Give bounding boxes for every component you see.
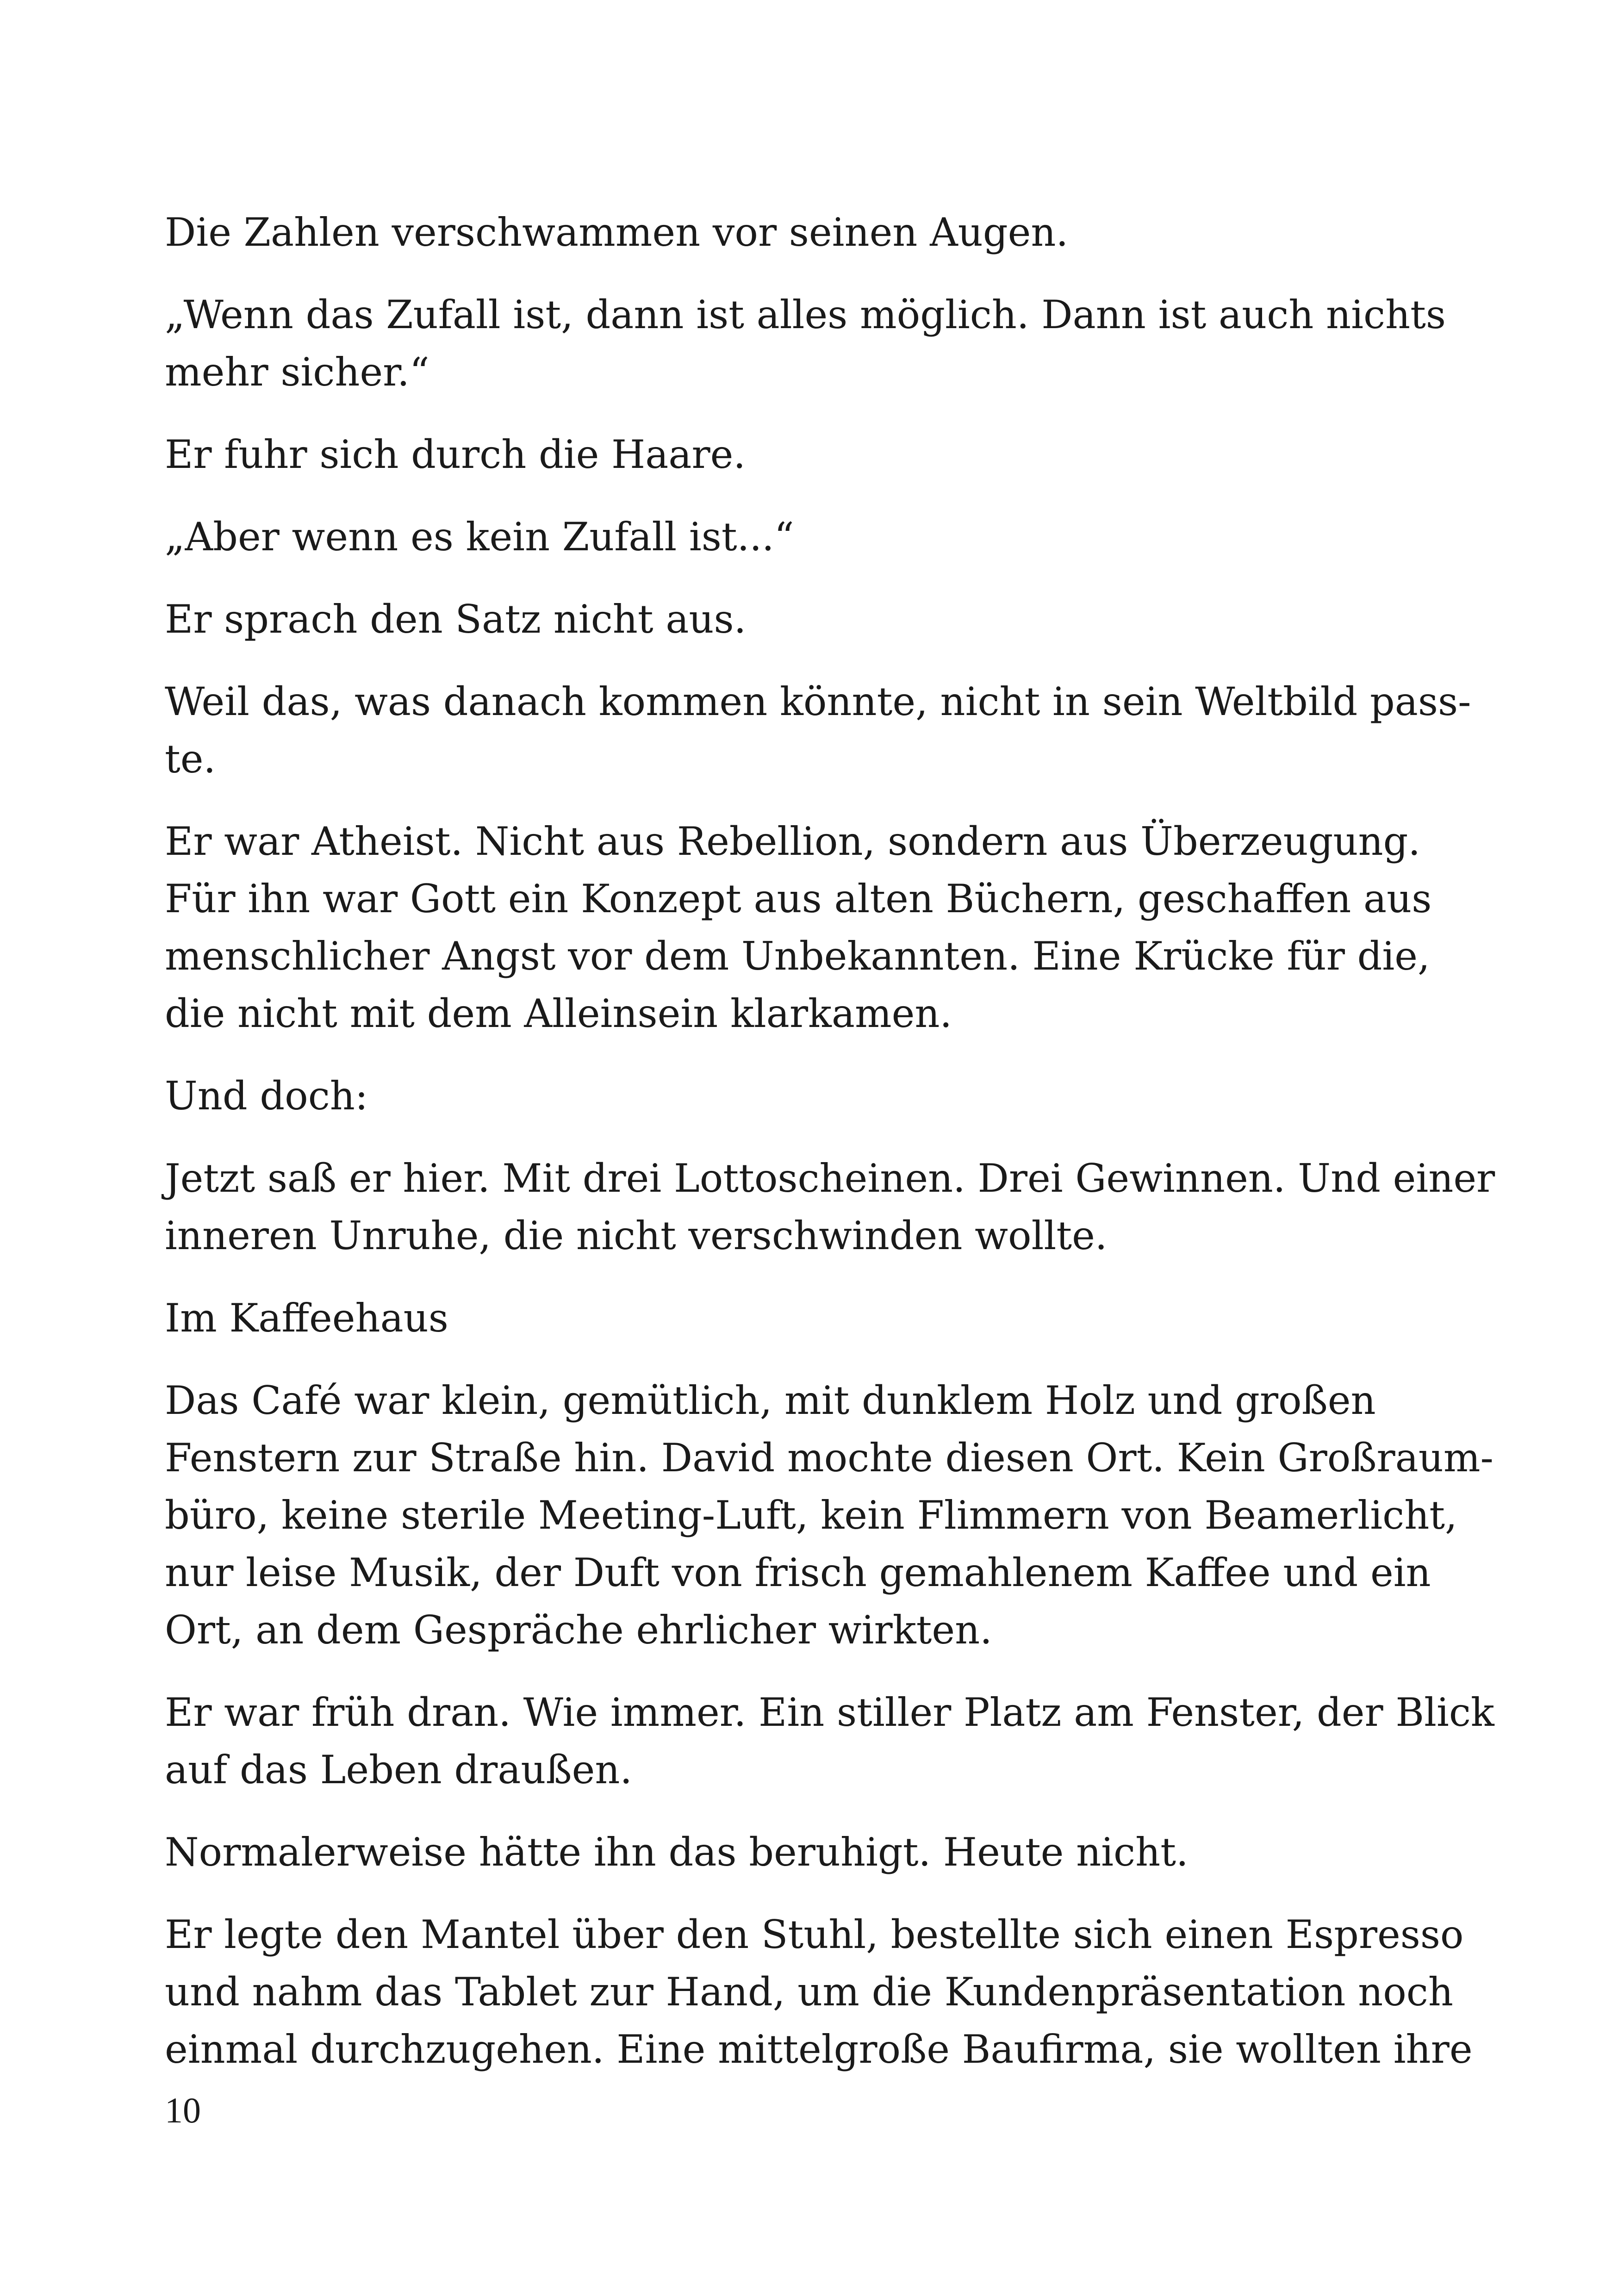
text-line: „Aber wenn es kein Zufall ist...“ — [165, 514, 794, 560]
text-line: Er war früh dran. Wie immer. Ein stiller Platz am Fenster, der Blick — [165, 1690, 1494, 1735]
text-line: Die Zahlen verschwammen vor seinen Augen. — [165, 210, 1069, 255]
paragraph — [165, 1289, 1461, 1347]
text-line: die nicht mit dem Alleinsein klarkamen. — [165, 991, 952, 1036]
text-line: Das Café war klein, gemütlich, mit dunklem Holz und großen — [165, 1378, 1376, 1423]
paragraph — [165, 204, 1461, 261]
text-line: Weil das, was danach kommen könnte, nicht in sein Weltbild pass- — [165, 679, 1471, 724]
paragraph — [165, 1906, 1473, 2078]
text-line: Im Kaffeehaus — [165, 1295, 448, 1341]
text-line: Er fuhr sich durch die Haare. — [165, 432, 746, 477]
paragraph — [165, 1372, 1494, 1659]
text-line: einmal durchzugehen. Eine mittelgroße Baufirma, sie wollten ihre — [165, 2027, 1473, 2072]
paragraph — [165, 1150, 1495, 1264]
text-line: auf das Leben draußen. — [165, 1747, 633, 1792]
text-line: menschlicher Angst vor dem Unbekannten. Eine Krücke für die, — [165, 933, 1430, 979]
text-line: Für ihn war Gott ein Konzept aus alten Büchern, geschaffen aus — [165, 876, 1432, 921]
text-line: mehr sicher.“ — [165, 349, 429, 395]
page-number: 10 — [165, 2090, 201, 2130]
text-line: und nahm das Tablet zur Hand, um die Kundenpräsentation noch — [165, 1969, 1453, 2015]
paragraph — [165, 286, 1461, 401]
paragraph — [165, 591, 1461, 648]
text-line: Fenstern zur Straße hin. David mochte diesen Ort. Kein Großraum- — [165, 1435, 1494, 1481]
paragraph — [165, 813, 1461, 1042]
text-line: nur leise Musik, der Duft von frisch gemahlenem Kaffee und ein — [165, 1550, 1431, 1595]
text-line: te. — [165, 736, 216, 782]
text-line: Er sprach den Satz nicht aus. — [165, 597, 747, 642]
paragraph — [165, 673, 1471, 788]
text-line: Jetzt saß er hier. Mit drei Lottoscheinen. Drei Gewinnen. Und einer — [165, 1156, 1495, 1201]
text-line: Er legte den Mantel über den Stuhl, bestellte sich einen Espresso — [165, 1912, 1464, 1957]
paragraph — [165, 426, 1461, 483]
text-line: Normalerweise hätte ihn das beruhigt. Heute nicht. — [165, 1829, 1189, 1875]
body-text — [165, 204, 1495, 2103]
text-line: büro, keine sterile Meeting-Luft, kein Flimmern von Beamerlicht, — [165, 1493, 1457, 1538]
text-line: Ort, an dem Gespräche ehrlicher wirkten. — [165, 1607, 992, 1653]
paragraph — [165, 508, 1461, 566]
paragraph — [165, 1067, 1461, 1125]
paragraph — [165, 1684, 1494, 1798]
text-line: Er war Atheist. Nicht aus Rebellion, sondern aus Überzeugung. — [165, 819, 1421, 864]
text-line: „Wenn das Zufall ist, dann ist alles möglich. Dann ist auch nichts — [165, 292, 1446, 337]
text-line: inneren Unruhe, die nicht verschwinden wollte. — [165, 1213, 1108, 1258]
text-line: Und doch: — [165, 1073, 368, 1119]
paragraph — [165, 1823, 1461, 1881]
